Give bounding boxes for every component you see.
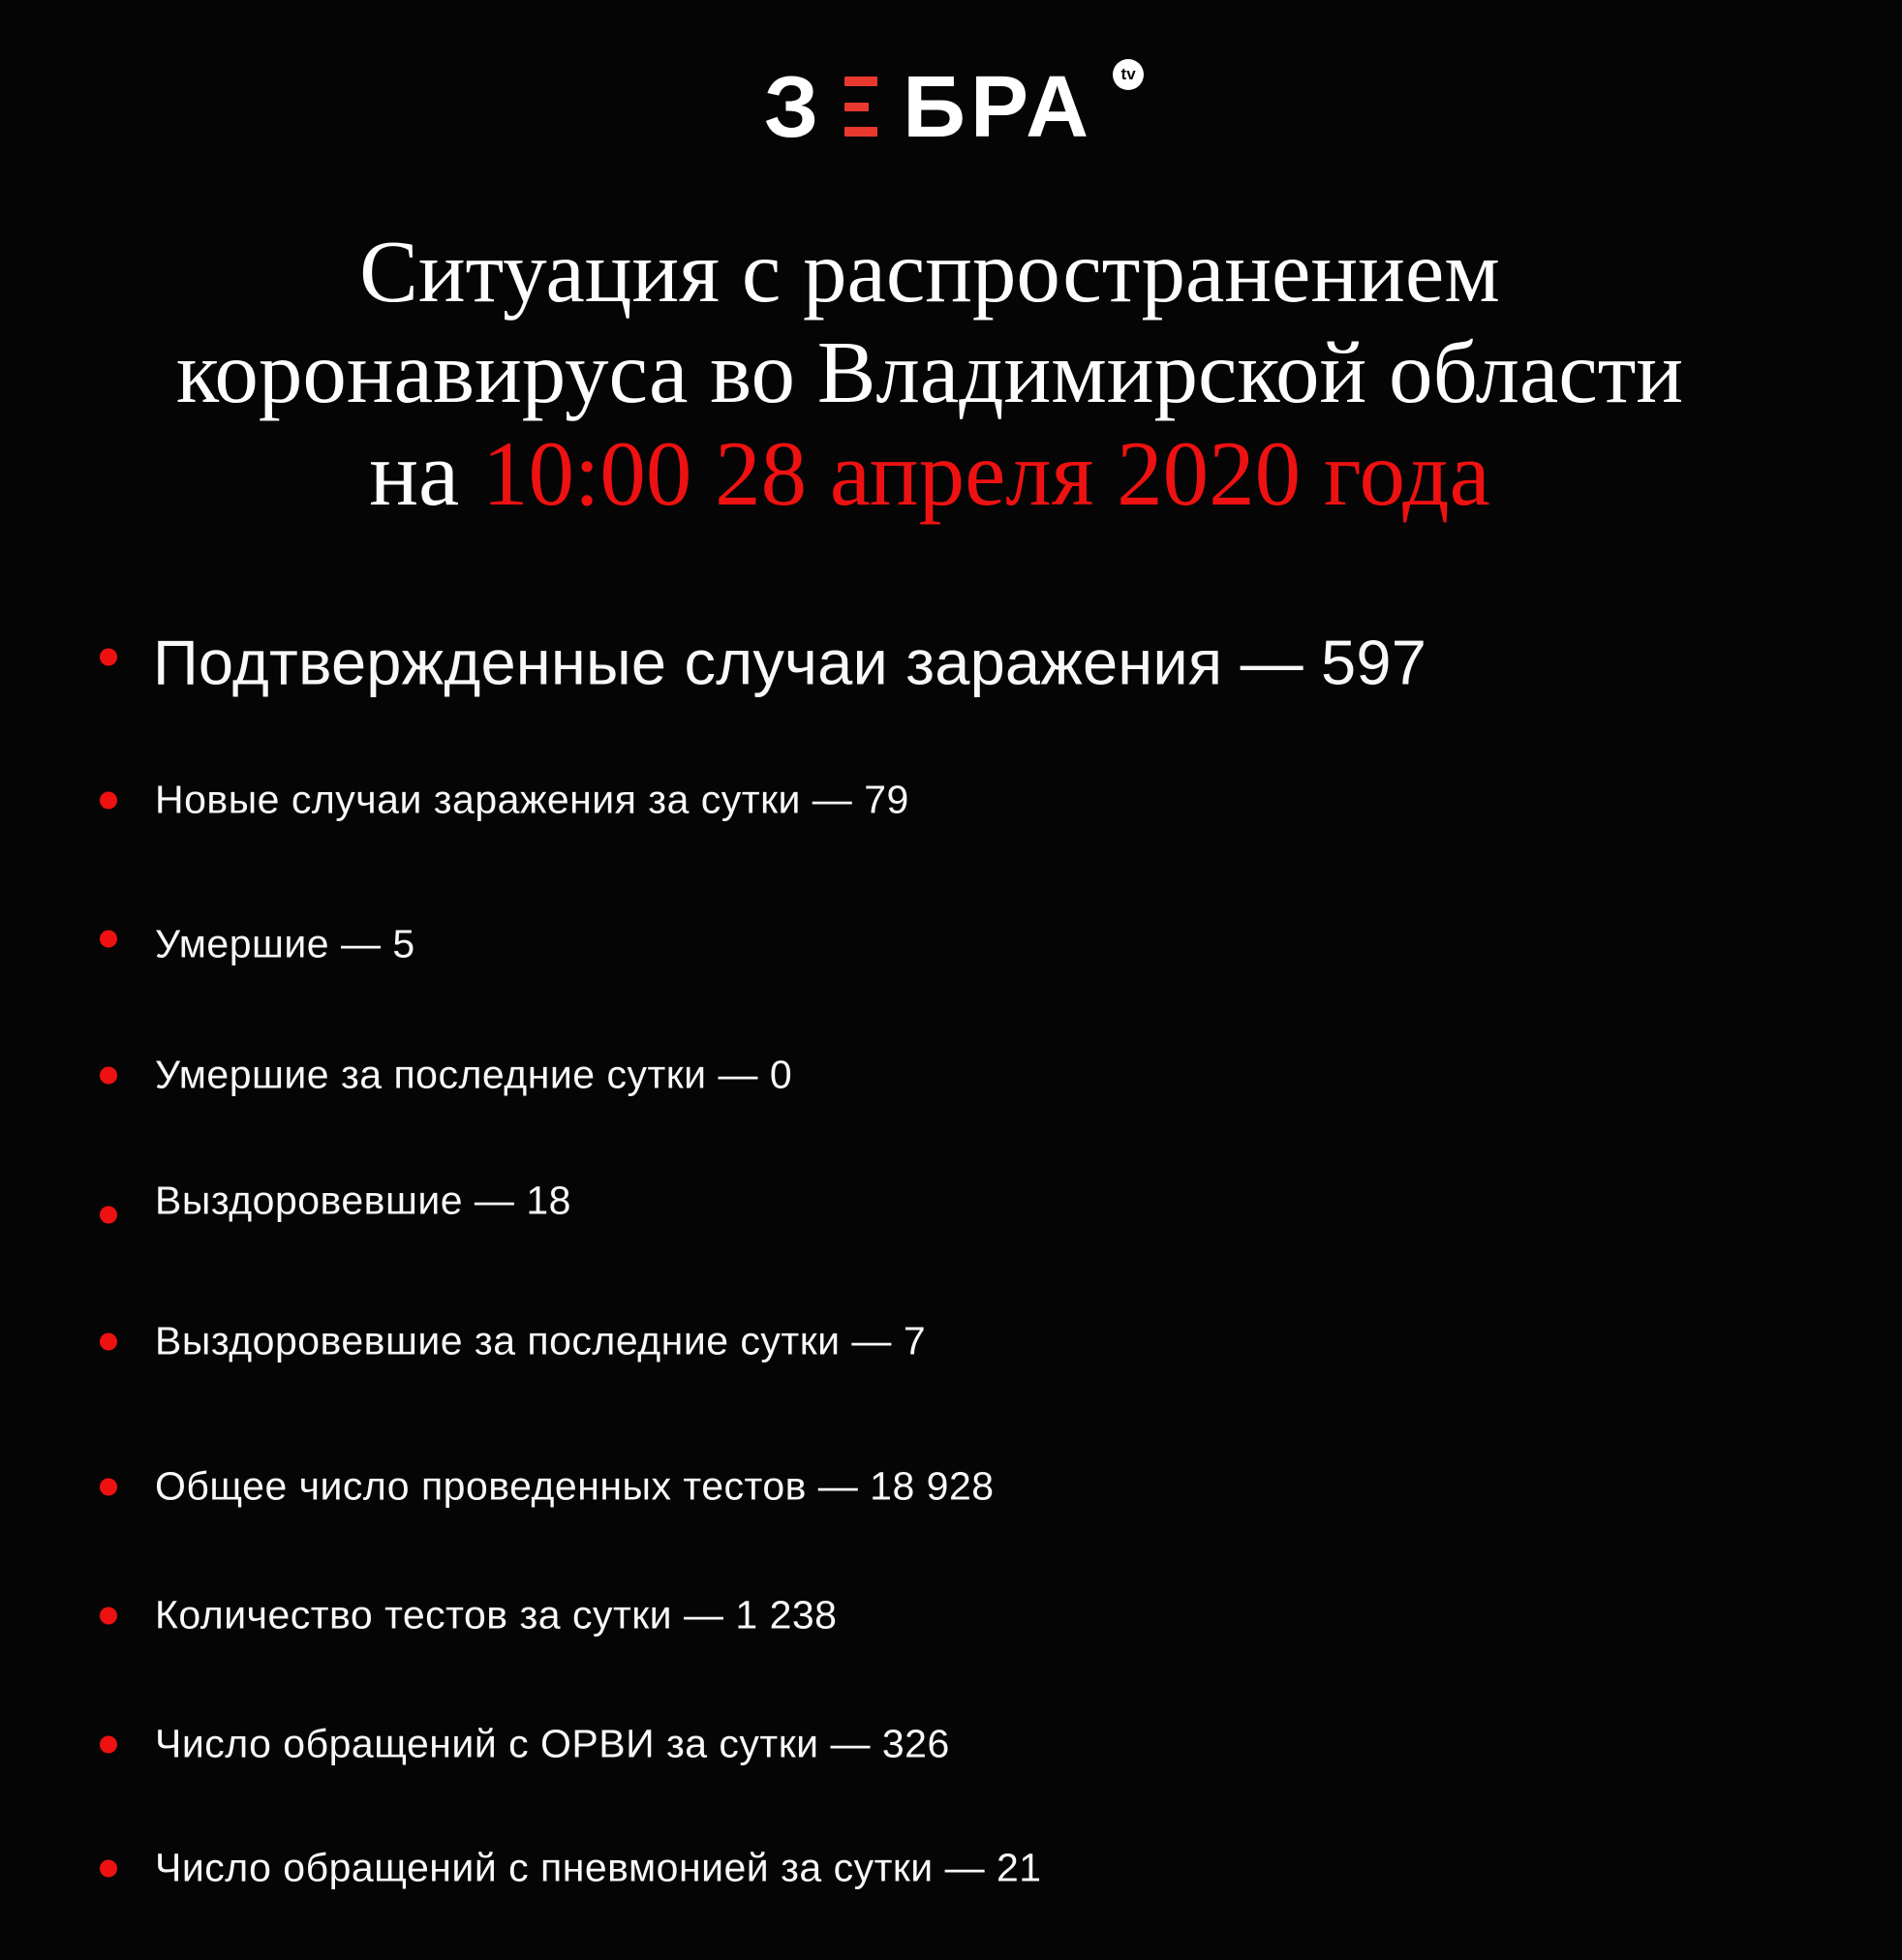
stat-item-deaths-24h xyxy=(100,1053,1863,1098)
bullet-dot-icon xyxy=(100,1066,117,1084)
bullet-dot-icon xyxy=(100,791,117,809)
logo-letters-bra: БРА xyxy=(903,59,1094,156)
bullet-dot-icon xyxy=(100,1478,117,1495)
stat-text: Общее число проведенных тестов — 18 928 xyxy=(155,1463,995,1509)
title-date-prefix: на xyxy=(369,422,460,525)
logo-e-bars-icon xyxy=(844,77,877,137)
bullet-dot-icon xyxy=(100,648,117,665)
stat-text: Выздоровевшие — 18 xyxy=(155,1178,571,1223)
logo-e-bar-bottom xyxy=(844,127,877,137)
zebra-tv-logo xyxy=(0,59,1880,156)
stat-text: Выздоровевшие за последние сутки — 7 xyxy=(155,1318,927,1363)
logo-e-bar-top xyxy=(844,77,877,86)
stat-item-tests-24h xyxy=(100,1593,1863,1638)
stat-item-pneumonia-24h xyxy=(100,1846,1863,1891)
stat-item-deaths xyxy=(100,922,1863,967)
stat-item-recovered-24h xyxy=(100,1319,1863,1364)
title-line-1: Ситуация с распространением xyxy=(359,223,1500,321)
zebra-tv-logo-inner xyxy=(763,59,1136,156)
title-line-3 xyxy=(0,423,1881,524)
stat-text: Новые случаи заражения за сутки — 79 xyxy=(155,777,909,822)
bullet-dot-icon xyxy=(100,1332,117,1350)
stat-text: Умершие — 5 xyxy=(155,921,415,966)
title-line-2: коронавируса во Владимирской области xyxy=(175,323,1684,421)
bullet-dot-icon xyxy=(100,1206,117,1223)
stat-text: Число обращений с ОРВИ за сутки — 326 xyxy=(155,1721,950,1766)
bullet-dot-icon xyxy=(100,1735,117,1753)
bullet-dot-icon xyxy=(100,1607,117,1624)
stat-text: Число обращений с пневмонией за сутки — 21 xyxy=(155,1845,1042,1890)
stat-text: Подтвержденные случаи заражения — 597 xyxy=(153,627,1427,698)
stat-item-new-cases xyxy=(100,778,1863,823)
stat-text: Умершие за последние сутки — 0 xyxy=(155,1052,793,1097)
stat-text: Количество тестов за сутки — 1 238 xyxy=(155,1592,838,1638)
stat-item-recovered xyxy=(100,1179,1863,1224)
page-title xyxy=(0,222,1881,524)
stat-item-confirmed xyxy=(100,627,1863,699)
title-date-highlight: 10:00 28 апреля 2020 года xyxy=(481,422,1490,525)
tv-badge-icon: tv xyxy=(1113,59,1144,90)
logo-e-bar-middle xyxy=(844,103,868,111)
bullet-dot-icon xyxy=(100,1859,117,1877)
stat-item-orvi-24h xyxy=(100,1722,1863,1767)
stat-item-total-tests xyxy=(100,1464,1863,1510)
bullet-dot-icon xyxy=(100,930,117,947)
logo-letter-z: З xyxy=(763,59,824,156)
